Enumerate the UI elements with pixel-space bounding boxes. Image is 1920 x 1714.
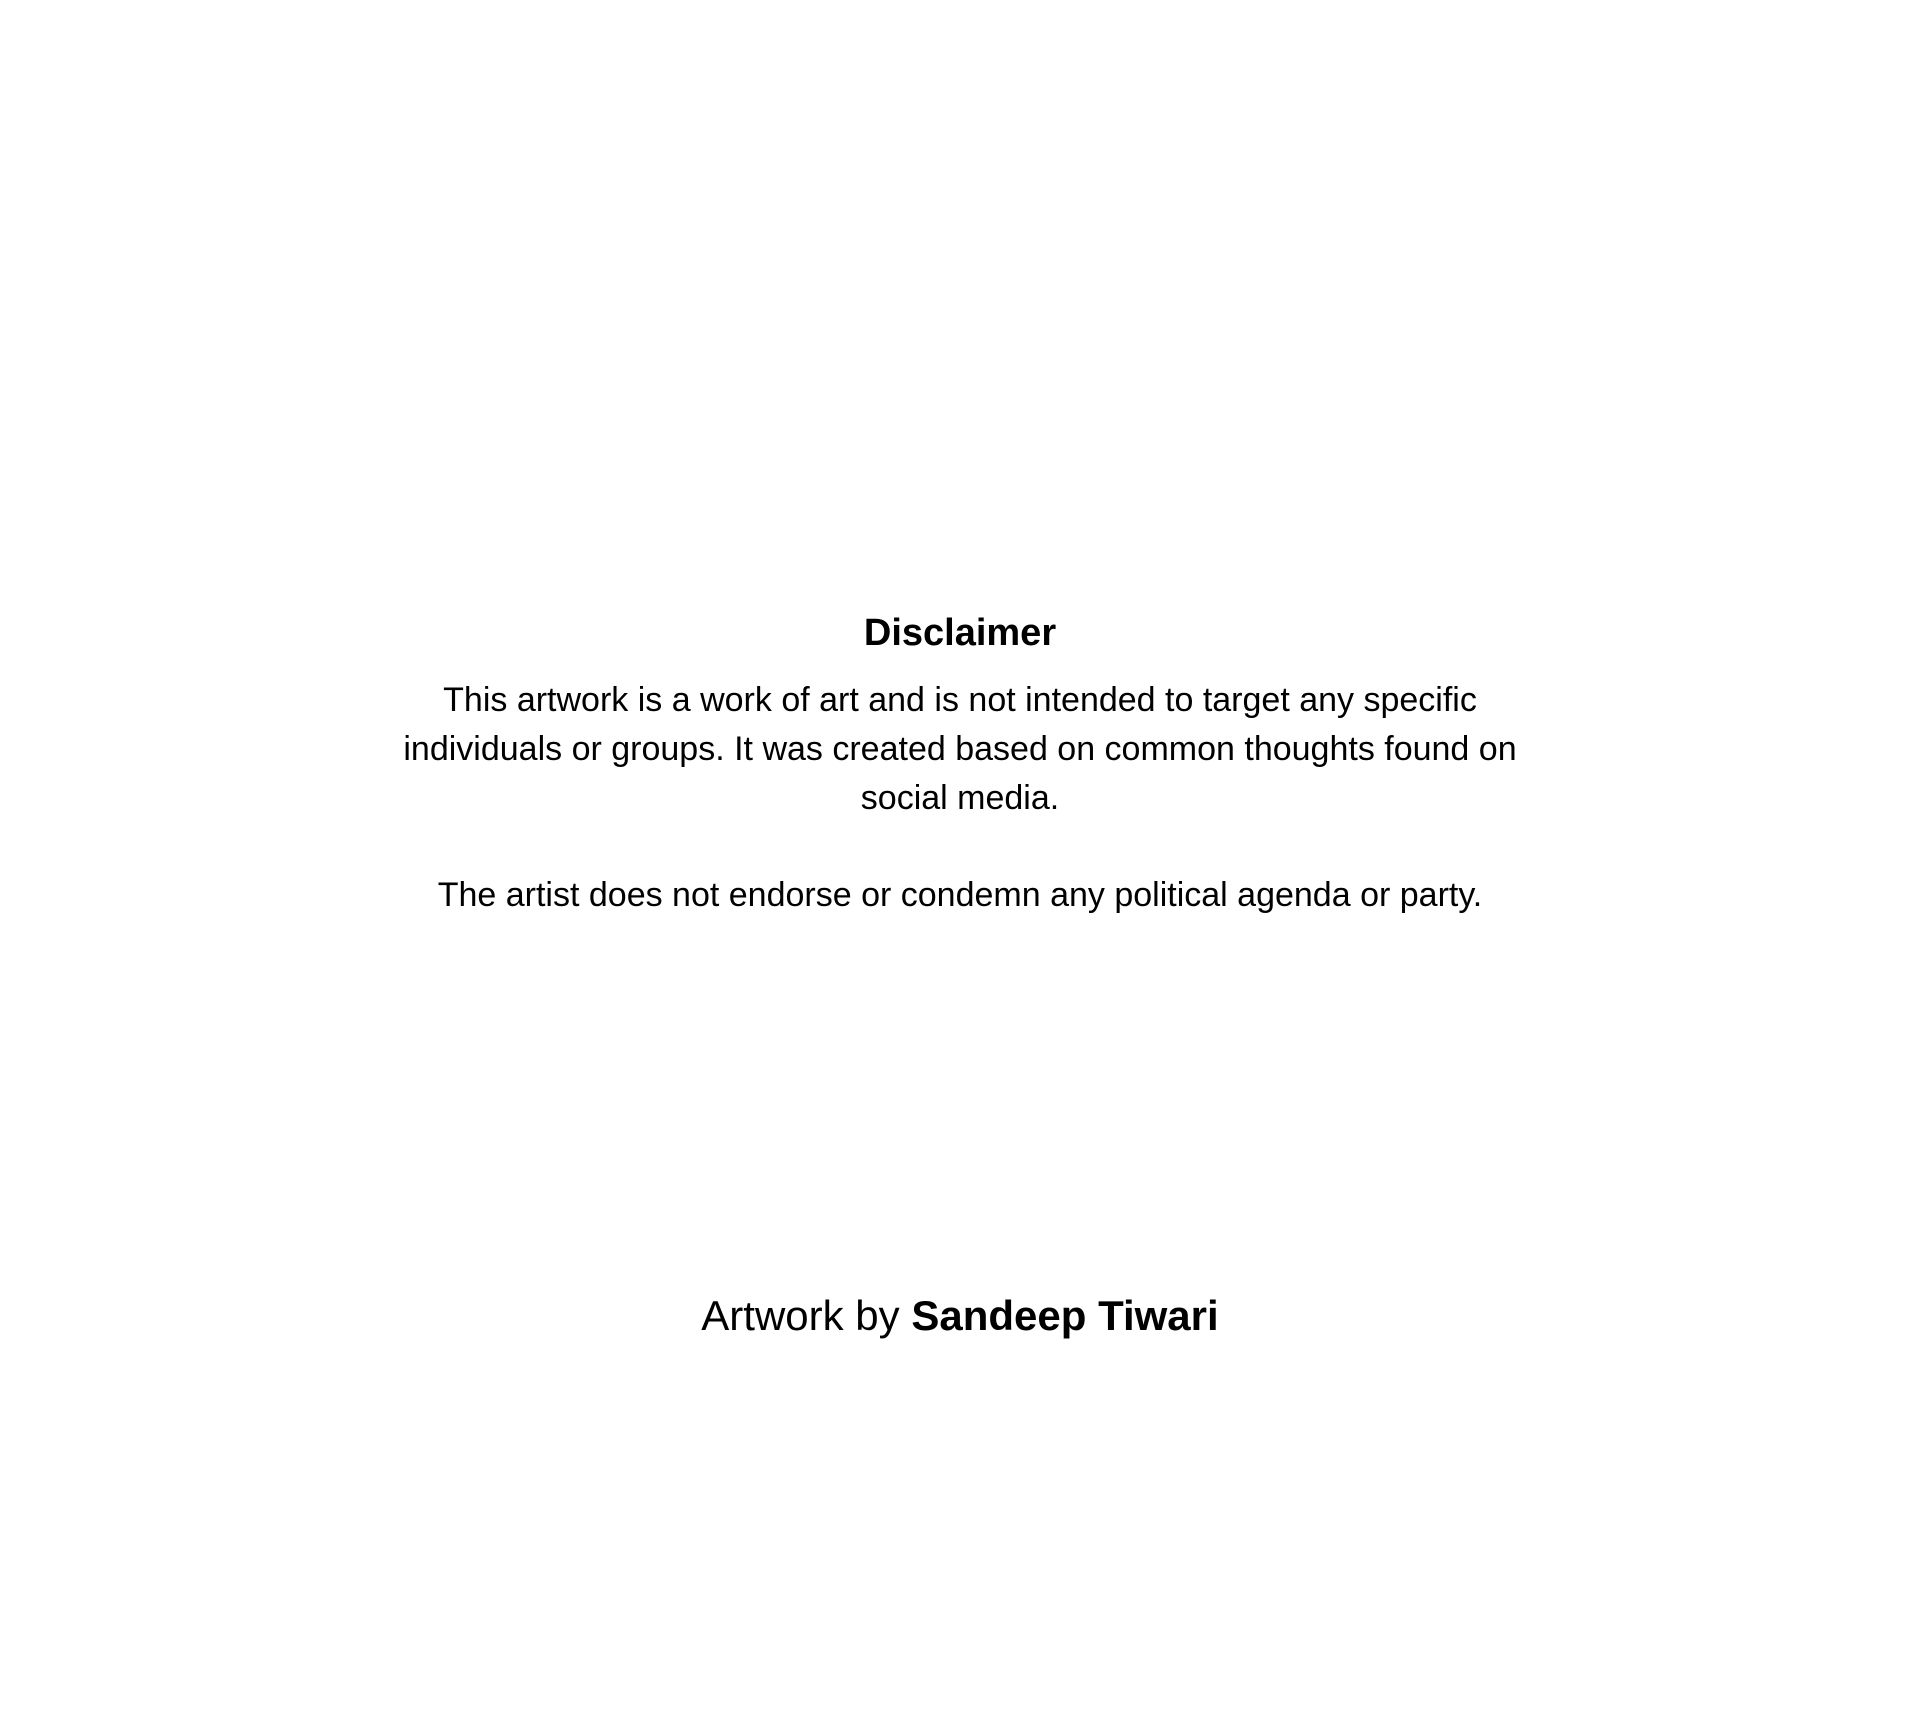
artist-name: Sandeep Tiwari xyxy=(911,1292,1219,1339)
artwork-credit xyxy=(0,1290,1920,1342)
disclaimer-body: This artwork is a work of art and is not intended to target any specific individuals or groups. It was created based on common thoughts found on social media. xyxy=(403,681,1517,817)
disclaimer-title: Disclaimer xyxy=(863,612,1057,654)
credit-prefix: Artwork by xyxy=(701,1292,912,1339)
disclaimer-note: The artist does not endorse or condemn any political agenda or party. xyxy=(437,876,1483,914)
disclaimer-section xyxy=(0,610,1920,920)
